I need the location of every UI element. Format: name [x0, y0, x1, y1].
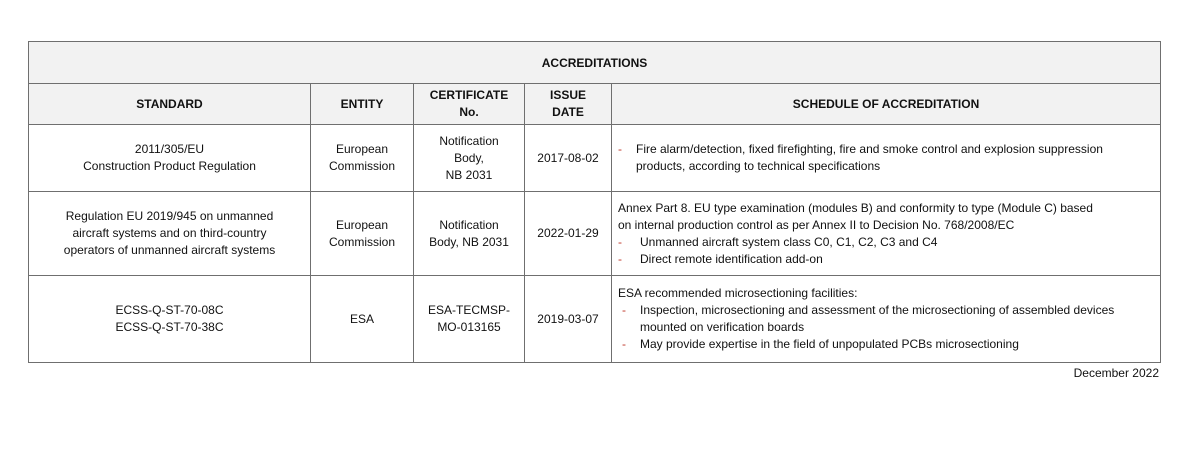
standard-line: aircraft systems and on third-country	[72, 226, 267, 240]
entity-line: Commission	[328, 234, 395, 249]
header-issue-date	[525, 84, 612, 125]
schedule-bullet	[618, 251, 1154, 268]
certificate-line: MO-013165	[437, 320, 501, 334]
certificate-cell	[414, 192, 525, 276]
standard-line: ECSS-Q-ST-70-38C	[115, 320, 224, 334]
header-row	[29, 84, 1161, 125]
schedule-bullet	[618, 336, 1154, 353]
certificate-line: NB 2031	[445, 167, 493, 182]
schedule-intro-line: on internal production control as per Annex II to Decision No. 768/2008/EC	[618, 217, 1015, 232]
schedule-cell	[612, 192, 1161, 276]
footer-date: December 2022	[1073, 366, 1159, 380]
entity-line: ESA	[349, 311, 374, 326]
certificate-line: Body, NB 2031	[429, 234, 509, 249]
schedule-item: Unmanned aircraft system class C0, C1, C2, C3 and C4	[640, 234, 938, 249]
standard-line: operators of unmanned aircraft systems	[63, 243, 276, 257]
certificate-line: Notification	[439, 217, 499, 232]
header-schedule: SCHEDULE OF ACCREDITATION	[612, 84, 1161, 125]
schedule-intro-line: Annex Part 8. EU type examination (modules B) and conformity to type (Module C) based	[618, 200, 1093, 215]
issue-date-cell: 2022-01-29	[525, 192, 612, 276]
entity-cell	[311, 125, 414, 192]
dash-icon: -	[618, 251, 622, 266]
entity-cell	[311, 192, 414, 276]
schedule-item: Fire alarm/detection, fixed firefighting, fire and smoke control and explosion suppression products, according to technical specifications	[636, 142, 1103, 173]
schedule-bullet	[618, 141, 1154, 175]
certificate-cell	[414, 125, 525, 192]
table-row	[29, 192, 1161, 276]
certificate-line: ESA-TECMSP-	[427, 303, 510, 317]
header-standard: STANDARD	[29, 84, 311, 125]
table-row	[29, 276, 1161, 363]
schedule-item: Direct remote identification add-on	[640, 251, 823, 266]
dash-icon: -	[622, 337, 626, 351]
issue-date-cell: 2017-08-02	[525, 125, 612, 192]
schedule-cell	[612, 276, 1161, 363]
standard-line: Regulation EU 2019/945 on unmanned	[65, 209, 274, 223]
schedule-item: May provide expertise in the field of unpopulated PCBs microsectioning	[640, 337, 1019, 351]
header-entity: ENTITY	[311, 84, 414, 125]
table-title: ACCREDITATIONS	[29, 42, 1161, 84]
schedule-intro-line: ESA recommended microsectioning facilities:	[618, 286, 858, 300]
standard-line: Construction Product Regulation	[83, 159, 256, 173]
header-issue-date-line: DATE	[552, 105, 584, 119]
schedule-bullet	[618, 302, 1154, 336]
standard-line: ECSS-Q-ST-70-08C	[115, 303, 224, 317]
certificate-cell	[414, 276, 525, 363]
header-issue-date-line: ISSUE	[549, 88, 586, 102]
entity-cell	[311, 276, 414, 363]
entity-line: Commission	[328, 159, 395, 173]
accreditations-table	[28, 41, 1161, 363]
dash-icon: -	[618, 142, 622, 156]
standard-line: 2011/305/EU	[134, 142, 205, 156]
issue-date-cell: 2019-03-07	[525, 276, 612, 363]
certificate-line: Body,	[454, 150, 484, 165]
standard-cell	[29, 276, 311, 363]
header-certificate: CERTIFICATE No.	[414, 84, 525, 125]
standard-cell	[29, 125, 311, 192]
schedule-bullet	[618, 234, 1154, 251]
certificate-line: Notification	[439, 133, 499, 148]
table-row	[29, 125, 1161, 192]
standard-cell	[29, 192, 311, 276]
entity-line: European	[335, 217, 389, 232]
dash-icon: -	[622, 303, 626, 317]
schedule-cell	[612, 125, 1161, 192]
entity-line: European	[335, 142, 389, 156]
schedule-item: Inspection, microsectioning and assessment of the microsectioning of assembled devices mounted on verification boards	[640, 303, 1115, 334]
dash-icon: -	[618, 234, 622, 249]
